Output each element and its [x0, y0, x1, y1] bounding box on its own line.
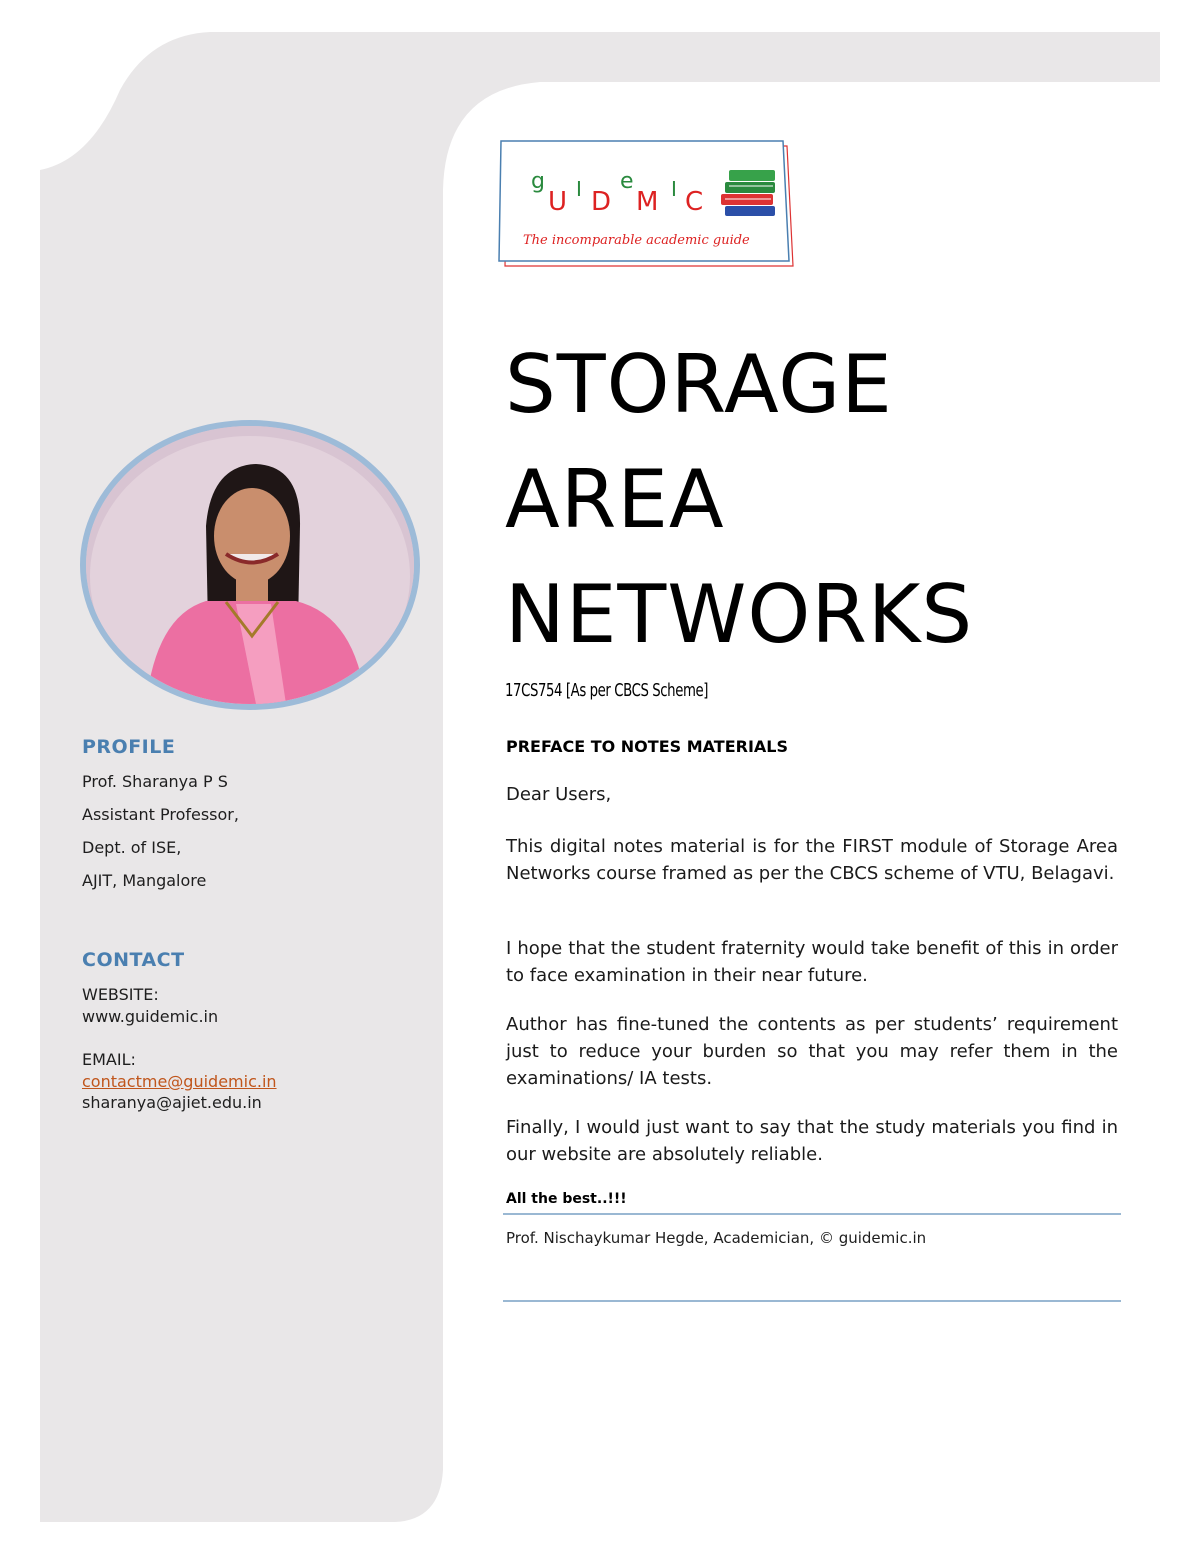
preface-heading: PREFACE TO NOTES MATERIALS [506, 737, 788, 756]
profile-heading: PROFILE [82, 736, 176, 758]
logo-letter-d: D [591, 187, 612, 217]
email-label: EMAIL: [82, 1050, 136, 1069]
title-line-1: STORAGE [505, 338, 893, 431]
author-department: Dept. of ISE, [82, 838, 182, 857]
logo-letter-c: C [685, 187, 704, 217]
paragraph-2: I hope that the student fraternity would take benefit of this in order to face examination in their near future. [506, 938, 1118, 986]
author-designation: Assistant Professor, [82, 805, 239, 824]
course-code: 17CS754 [As per CBCS Scheme] [505, 680, 709, 701]
paragraph-3: Author has fine-tuned the contents as per students’ requirement just to reduce your burden so that you may refer them in the examinations/ IA tests. [506, 1014, 1118, 1089]
logo-letter-i: I [576, 177, 582, 201]
author-photo [80, 420, 420, 710]
website-label: WEBSITE: [82, 985, 159, 1004]
stacked-books-icon [721, 170, 775, 216]
logo-letter-i2: I [671, 177, 677, 201]
author-name: Prof. Sharanya P S [82, 772, 228, 791]
email-primary-link[interactable] [82, 1072, 277, 1091]
logo-letter-e: e [620, 169, 634, 194]
logo-letter-m: M [636, 187, 659, 217]
title-line-2: AREA [505, 453, 725, 546]
email-secondary: sharanya@ajiet.edu.in [82, 1093, 262, 1112]
divider-top [503, 1213, 1121, 1215]
closing-line: All the best..!!! [506, 1191, 627, 1207]
logo-tagline: The incomparable academic guide [523, 233, 750, 248]
guidemic-logo[interactable] [493, 138, 800, 270]
logo-letter-g: g [531, 169, 545, 194]
contact-heading: CONTACT [82, 949, 185, 971]
signature: Prof. Nischaykumar Hegde, Academician, © guidemic.in [506, 1229, 927, 1247]
logo-letter-u: U [548, 187, 568, 217]
greeting: Dear Users, [506, 784, 612, 805]
paragraph-4: Finally, I would just want to say that the study materials you find in our website are absolutely reliable. [506, 1117, 1118, 1165]
divider-bottom [503, 1300, 1121, 1302]
title-line-3: NETWORKS [505, 568, 974, 661]
author-institution: AJIT, Mangalore [82, 871, 207, 890]
email-primary-text[interactable]: contactme@guidemic.in [82, 1072, 277, 1091]
website-link[interactable]: www.guidemic.in [82, 1007, 219, 1026]
paragraph-1: This digital notes material is for the FIRST module of Storage Area Networks course framed as per the CBCS scheme of VTU, Belagavi. [506, 836, 1118, 884]
